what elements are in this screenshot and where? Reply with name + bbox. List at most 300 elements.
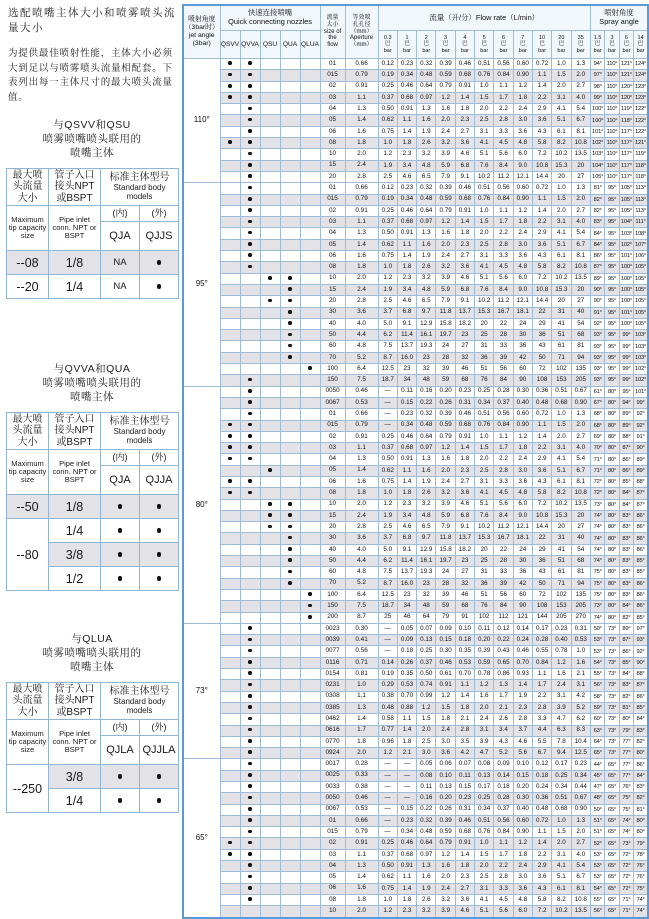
flow-rate-value: 8.4 xyxy=(494,284,513,295)
pipe-header-cn: 管子入口接头NPT或BSPT xyxy=(49,168,101,206)
spray-angle-value: 73° xyxy=(605,725,619,736)
nozzle-dot xyxy=(248,671,252,675)
bullet-dot xyxy=(118,798,123,803)
flow-rate-value: 13.7 xyxy=(455,307,474,318)
nozzle-compat-cell xyxy=(260,533,280,544)
flow-rate-value: 29 xyxy=(532,544,551,555)
flow-rate-value: 1.3 xyxy=(417,454,436,465)
nozzle-compat-cell xyxy=(240,420,260,431)
spray-angle-value: 74° xyxy=(619,827,633,838)
flow-rate-value: 20 xyxy=(571,160,590,171)
aperture-value: 0.81 xyxy=(345,669,378,680)
spray-angle-value: 73° xyxy=(605,736,619,747)
nozzle-compat-cell xyxy=(220,612,240,623)
flow-rate-value: 1.3 xyxy=(417,104,436,115)
flow-rate-value: 2.1 xyxy=(397,748,416,759)
flow-rate-value: 1.6 xyxy=(436,454,455,465)
flow-rate-value: 3.6 xyxy=(513,476,532,487)
aperture-value: 4.8 xyxy=(345,567,378,578)
spray-angle-value: 95° xyxy=(605,262,619,273)
inner-model-availability: NA xyxy=(101,275,140,299)
flow-rate-value: 51 xyxy=(475,364,494,375)
nozzle-compat-cell xyxy=(260,420,280,431)
pressure-column-header: 0.3 巴 bar xyxy=(378,31,397,59)
flow-rate-value: 4.8 xyxy=(513,138,532,149)
flow-rate-value: 33 xyxy=(494,567,513,578)
flow-rate-value: 0.76 xyxy=(475,420,494,431)
flow-size-value: 30 xyxy=(320,307,345,318)
spray-angle-value: 73° xyxy=(605,702,619,713)
flow-rate-value: 8.1 xyxy=(571,126,590,137)
flow-rate-value: 3.0 xyxy=(417,748,436,759)
nozzle-compat-cell xyxy=(220,883,240,894)
nozzle-compat-cell xyxy=(280,409,300,420)
spec-row xyxy=(183,330,648,341)
aperture-value: 1.8 xyxy=(345,488,378,499)
nozzle-dot xyxy=(228,491,232,495)
flow-rate-value: 84 xyxy=(494,375,513,386)
nozzle-compat-cell xyxy=(280,364,300,375)
nozzle-dot xyxy=(248,107,252,111)
spray-angle-value: 99° xyxy=(619,330,633,341)
spray-angle-value: 80° xyxy=(605,556,619,567)
flow-size-value: 0050 xyxy=(320,386,345,397)
flow-rate-value: 0.25 xyxy=(378,205,397,216)
flow-rate-value: 205 xyxy=(552,612,571,623)
bullet-dot xyxy=(157,552,162,557)
spray-angle-value: 119° xyxy=(619,104,633,115)
nozzle-dot xyxy=(248,649,252,653)
nozzle-compat-cell xyxy=(280,782,300,793)
flow-rate-value: 0.18 xyxy=(455,635,474,646)
nozzle-dot xyxy=(248,208,252,212)
header-row-cn xyxy=(7,412,179,450)
flow-rate-value: 5.2 xyxy=(494,748,513,759)
nozzle-compat-cell xyxy=(240,81,260,92)
nozzle-compat-cell xyxy=(280,635,300,646)
flow-rate-value: 14.4 xyxy=(532,296,551,307)
flow-rate-value: 108 xyxy=(532,375,551,386)
nozzle-dot xyxy=(288,513,292,517)
flow-rate-value: — xyxy=(378,770,397,781)
flow-rate-value: 6.7 xyxy=(571,239,590,250)
spray-angle-value: 65° xyxy=(605,872,619,883)
flow-rate-value: 0.30 xyxy=(513,386,532,397)
flow-rate-value: 51 xyxy=(552,556,571,567)
bullet-dot xyxy=(118,774,123,779)
spray-angle-value: 64° xyxy=(590,736,604,747)
flow-rate-value: 0.28 xyxy=(532,635,551,646)
flow-rate-value: 2.3 xyxy=(513,702,532,713)
nozzle-compat-cell xyxy=(220,556,240,567)
nozzle-dot xyxy=(288,321,292,325)
nozzle-compat-cell xyxy=(280,759,300,770)
nozzle-compat-cell xyxy=(280,612,300,623)
flow-size-value: 0039 xyxy=(320,635,345,646)
nozzle-dot xyxy=(228,61,232,65)
spray-angle-value: 95° xyxy=(605,296,619,307)
nozzle-dot xyxy=(248,174,252,178)
flow-rate-value: 3.2 xyxy=(436,894,455,905)
spray-angle-value: 65° xyxy=(605,815,619,826)
flow-rate-value: 0.12 xyxy=(494,623,513,634)
flow-rate-value: 54 xyxy=(571,318,590,329)
nozzle-compat-cell xyxy=(300,623,320,634)
flow-rate-value: 0.84 xyxy=(494,827,513,838)
nozzle-compat-cell xyxy=(240,352,260,363)
flow-rate-value: 0.46 xyxy=(397,81,416,92)
flow-rate-value: 2.7 xyxy=(571,81,590,92)
flow-size-value: 01 xyxy=(320,183,345,194)
nozzle-compat-cell xyxy=(240,239,260,250)
spray-angle-value: 65° xyxy=(605,793,619,804)
flow-rate-value: 4.8 xyxy=(513,894,532,905)
flow-rate-value: 6.0 xyxy=(513,273,532,284)
flow-rate-value: 12.5 xyxy=(571,748,590,759)
nozzle-compat-cell xyxy=(260,262,280,273)
intro-paragraph: 为提供最佳喷射性能，主体大小必须大到足以与喷雾喷头流量相配套。下表列出每一主体尺寸的最大喷头流量值。 xyxy=(8,48,173,104)
spray-angle-value: 71° xyxy=(590,465,604,476)
flow-rate-value: 9.4 xyxy=(552,748,571,759)
flow-rate-value: 2.8 xyxy=(513,714,532,725)
flow-rate-value: 2.5 xyxy=(417,736,436,747)
inner-label: (内) xyxy=(101,206,140,222)
nozzle-dot xyxy=(288,502,292,506)
nozzle-compat-cell xyxy=(280,375,300,386)
flow-rate-value: 0.91 xyxy=(455,205,474,216)
flow-rate-value: 9.1 xyxy=(455,296,474,307)
nozzle-compat-cell xyxy=(260,612,280,623)
spray-angle-value: 100° xyxy=(619,273,633,284)
spray-angle-value: 65° xyxy=(605,906,619,918)
nozzle-compat-cell xyxy=(220,420,240,431)
spec-row xyxy=(183,149,648,160)
spec-row xyxy=(183,352,648,363)
nozzle-compat-cell xyxy=(280,748,300,759)
nozzle-compat-cell xyxy=(240,431,260,442)
nozzle-dot xyxy=(248,683,252,687)
nozzle-compat-cell xyxy=(240,589,260,600)
flow-rate-value: 10.8 xyxy=(571,488,590,499)
flow-rate-value: 4.3 xyxy=(532,126,551,137)
nozzle-dot xyxy=(248,818,252,822)
flow-rate-value: 1.1 xyxy=(494,431,513,442)
nozzle-compat-cell xyxy=(240,680,260,691)
flow-rate-value: 0.11 xyxy=(397,386,416,397)
spray-angle-value: 51° xyxy=(590,827,604,838)
nozzle-compat-cell xyxy=(280,104,300,115)
body-table-title: 与QLUA 喷雾喷嘴喷头联用的 喷嘴主体 xyxy=(42,633,142,674)
flow-rate-value: 4.6 xyxy=(455,906,474,918)
flow-rate-value: 46 xyxy=(455,589,474,600)
flow-rate-value: 59 xyxy=(436,375,455,386)
flow-size-value: 15 xyxy=(320,284,345,295)
spec-row xyxy=(183,770,648,781)
flow-rate-value: 2.7 xyxy=(455,883,474,894)
spray-angle-value: 99° xyxy=(619,352,633,363)
flow-rate-value: 0.46 xyxy=(513,646,532,657)
flow-rate-value: 2.4 xyxy=(436,725,455,736)
flow-size-value: 0616 xyxy=(320,725,345,736)
spray-angle-value: 86° xyxy=(634,601,648,612)
flow-size-value: 0462 xyxy=(320,714,345,725)
spec-row xyxy=(183,759,648,770)
flow-rate-value: 3.3 xyxy=(532,714,551,725)
nozzle-compat-cell xyxy=(260,770,280,781)
spray-angle-value: 80° xyxy=(605,431,619,442)
aperture-value: 0.91 xyxy=(345,431,378,442)
flow-rate-value: 27 xyxy=(571,296,590,307)
flow-rate-value: 1.8 xyxy=(455,702,474,713)
flow-rate-value: 0.91 xyxy=(397,228,416,239)
flow-rate-value: 5.1 xyxy=(552,465,571,476)
nozzle-compat-cell xyxy=(300,759,320,770)
spray-angle-value: 93° xyxy=(590,341,604,352)
flow-rate-value: 0.22 xyxy=(494,635,513,646)
spray-angle-value: 47° xyxy=(590,782,604,793)
nozzle-compat-cell xyxy=(220,589,240,600)
flow-rate-value: 1.1 xyxy=(397,239,416,250)
nozzle-dot xyxy=(248,61,252,65)
flow-rate-value: 7.8 xyxy=(552,736,571,747)
spray-angle-value: 73° xyxy=(605,748,619,759)
spray-angle-value: 81° xyxy=(619,702,633,713)
flow-rate-value: 0.91 xyxy=(397,104,416,115)
inner-label: (内) xyxy=(101,450,140,466)
flow-size-value: 01 xyxy=(320,815,345,826)
flow-rate-value: 135 xyxy=(571,364,590,375)
flow-rate-value: 30 xyxy=(513,330,532,341)
flow-rate-value: 0.15 xyxy=(436,635,455,646)
outer-model-availability xyxy=(140,789,179,813)
flow-rate-value: 0.90 xyxy=(513,194,532,205)
nozzle-dot xyxy=(248,389,252,393)
flow-rate-value: 1.2 xyxy=(436,849,455,860)
nozzle-compat-cell xyxy=(280,533,300,544)
flow-rate-value: 29 xyxy=(532,318,551,329)
flow-rate-value: 5.4 xyxy=(571,454,590,465)
flow-rate-value: 6.1 xyxy=(552,126,571,137)
nozzle-compat-cell xyxy=(300,307,320,318)
flow-rate-value: 0.75 xyxy=(378,476,397,487)
flow-rate-value: 0.48 xyxy=(417,827,436,838)
spray-angle-value: 83° xyxy=(619,589,633,600)
nozzle-compat-cell xyxy=(240,318,260,329)
flow-rate-value: 1.8 xyxy=(513,849,532,860)
flow-rate-value: 0.60 xyxy=(513,59,532,70)
nozzle-compat-cell xyxy=(220,827,240,838)
spec-row xyxy=(183,589,648,600)
nozzle-dot xyxy=(248,784,252,788)
flow-rate-value: 1.4 xyxy=(532,431,551,442)
spray-angle-value: 65° xyxy=(605,838,619,849)
flow-rate-value: 3.2 xyxy=(417,273,436,284)
flow-rate-value: 2.3 xyxy=(397,149,416,160)
nozzle-compat-cell xyxy=(240,171,260,182)
nozzle-compat-cell xyxy=(240,273,260,284)
flow-rate-value: 2.8 xyxy=(494,115,513,126)
aperture-value: 5.2 xyxy=(345,578,378,589)
flow-rate-value: 32 xyxy=(455,578,474,589)
flow-rate-value: 0.17 xyxy=(552,759,571,770)
flow-rate-value: 1.9 xyxy=(417,126,436,137)
nozzle-compat-cell xyxy=(220,92,240,103)
nozzle-compat-cell xyxy=(280,352,300,363)
spec-row xyxy=(183,567,648,578)
spray-angle-value: 86° xyxy=(634,533,648,544)
flow-rate-value: 0.31 xyxy=(455,804,474,815)
spec-row xyxy=(183,906,648,918)
spray-angle-value: 95° xyxy=(605,194,619,205)
flow-rate-value: 68 xyxy=(571,556,590,567)
flow-rate-value: 3.2 xyxy=(417,499,436,510)
flow-rate-value: 23 xyxy=(455,556,474,567)
flow-rate-value: 18.2 xyxy=(455,318,474,329)
nozzle-dot xyxy=(268,276,272,280)
spray-angle-value: 95° xyxy=(605,284,619,295)
flow-rate-value: 4.1 xyxy=(475,262,494,273)
spec-row xyxy=(183,126,648,137)
flow-rate-value: 1.5 xyxy=(552,420,571,431)
nozzle-compat-cell xyxy=(220,748,240,759)
flow-rate-value: 0.37 xyxy=(378,849,397,860)
flow-rate-value: 3.0 xyxy=(436,736,455,747)
flow-rate-value: 0.23 xyxy=(397,59,416,70)
nozzle-compat-cell xyxy=(220,454,240,465)
nozzle-compat-cell xyxy=(260,217,280,228)
nozzle-compat-cell xyxy=(280,669,300,680)
aperture-value: 1.3 xyxy=(345,104,378,115)
flow-rate-value: 0.51 xyxy=(475,409,494,420)
spray-pressure-column-header: 1.5 巴 bar xyxy=(590,31,604,59)
spray-angle-value: 108° xyxy=(634,228,648,239)
nozzle-compat-cell xyxy=(240,341,260,352)
outer-model-availability xyxy=(140,251,179,275)
spray-angle-value: 65° xyxy=(605,804,619,815)
flow-rate-value: 8.1 xyxy=(571,251,590,262)
flow-rate-value: 121 xyxy=(513,612,532,623)
flow-rate-value: 0.65 xyxy=(494,657,513,668)
flow-rate-value: 9.7 xyxy=(417,533,436,544)
flow-rate-value: 0.06 xyxy=(436,759,455,770)
flow-rate-value: 46 xyxy=(455,364,474,375)
flow-rate-value: 1.1 xyxy=(532,420,551,431)
jet-angle-value: 110° xyxy=(183,59,220,183)
flow-rate-value: 76 xyxy=(475,375,494,386)
flow-rate-value: 0.48 xyxy=(417,194,436,205)
aperture-value: 1.7 xyxy=(345,725,378,736)
nozzle-compat-cell xyxy=(280,183,300,194)
flow-rate-value: 7.9 xyxy=(436,296,455,307)
nozzle-compat-cell xyxy=(300,296,320,307)
flow-size-value: 03 xyxy=(320,443,345,454)
flow-rate-value: 6.5 xyxy=(417,296,436,307)
nozzle-dot xyxy=(288,581,292,585)
flow-rate-value: 23 xyxy=(417,352,436,363)
flow-rate-value: 4.2 xyxy=(571,691,590,702)
spray-angle-value: 90° xyxy=(590,284,604,295)
spray-angle-value: 80° xyxy=(619,714,633,725)
nozzle-compat-cell xyxy=(280,217,300,228)
flow-rate-value: 0.76 xyxy=(475,827,494,838)
flow-rate-value: 2.9 xyxy=(532,104,551,115)
nozzle-compat-cell xyxy=(240,646,260,657)
flow-rate-value: 0.37 xyxy=(378,92,397,103)
spray-angle-value: 51° xyxy=(590,815,604,826)
flow-rate-value: 0.91 xyxy=(455,431,474,442)
nozzle-compat-cell xyxy=(220,488,240,499)
flow-rate-value: 79 xyxy=(436,612,455,623)
flow-rate-value: 4.5 xyxy=(494,138,513,149)
spray-angle-value: 45° xyxy=(590,770,604,781)
flow-rate-value: 1.9 xyxy=(417,476,436,487)
jet-angle-header: 喷射角度 （3bar时） jet angle (3bar) xyxy=(183,5,220,59)
spray-angle-value: 74° xyxy=(590,612,604,623)
flow-rate-value: 2.0 xyxy=(475,104,494,115)
flow-rate-value: 0.64 xyxy=(417,431,436,442)
nozzle-compat-cell xyxy=(240,691,260,702)
flow-rate-value: 0.28 xyxy=(494,793,513,804)
nozzle-compat-cell xyxy=(280,623,300,634)
flow-rate-value: 0.34 xyxy=(397,827,416,838)
flow-rate-value: 64 xyxy=(417,612,436,623)
spray-angle-value: 100° xyxy=(619,318,633,329)
flow-rate-value: 1.4 xyxy=(532,838,551,849)
main-header-row-1 xyxy=(183,5,648,31)
nozzle-compat-cell xyxy=(280,849,300,860)
spray-angle-value: 72° xyxy=(619,872,633,883)
nozzle-compat-cell xyxy=(300,138,320,149)
flow-rate-value: 11.8 xyxy=(436,533,455,544)
spray-angle-value: 95° xyxy=(605,318,619,329)
flow-rate-value: 54 xyxy=(571,544,590,555)
nozzle-compat-cell xyxy=(260,510,280,521)
flow-rate-value: 5.2 xyxy=(571,702,590,713)
nozzle-dot xyxy=(288,547,292,551)
bullet-dot xyxy=(157,260,162,265)
flow-size-value: 0050 xyxy=(320,793,345,804)
flow-rate-value: 20 xyxy=(552,171,571,182)
aperture-value: 1.8 xyxy=(345,894,378,905)
flow-rate-value: 0.37 xyxy=(417,657,436,668)
flow-rate-value: 270 xyxy=(571,612,590,623)
flow-rate-value: 3.3 xyxy=(494,251,513,262)
aperture-value: 4.4 xyxy=(345,330,378,341)
flow-rate-value: 0.60 xyxy=(513,815,532,826)
nozzle-dot xyxy=(228,841,232,845)
flow-rate-value: 5.6 xyxy=(513,748,532,759)
flow-rate-value: 11.2 xyxy=(494,522,513,533)
spray-angle-value: 122° xyxy=(634,104,648,115)
spray-angle-value: 75° xyxy=(590,578,604,589)
flow-size-value: 40 xyxy=(320,318,345,329)
spray-angle-value: 63° xyxy=(590,725,604,736)
flow-rate-value: 2.2 xyxy=(532,92,551,103)
flow-rate-value: 1.9 xyxy=(378,160,397,171)
nozzle-compat-cell xyxy=(240,284,260,295)
flow-rate-value: 0.32 xyxy=(417,59,436,70)
spray-angle-value: 99° xyxy=(634,397,648,408)
flow-rate-value: — xyxy=(378,623,397,634)
flow-rate-value: 3.6 xyxy=(532,115,551,126)
nozzle-compat-cell xyxy=(260,81,280,92)
spec-row xyxy=(183,454,648,465)
flow-rate-value: 1.2 xyxy=(513,431,532,442)
flow-rate-value: 5.6 xyxy=(494,149,513,160)
nozzle-compat-cell xyxy=(280,81,300,92)
flow-rate-value: 28 xyxy=(436,578,455,589)
flow-rate-value: 1.8 xyxy=(455,104,474,115)
